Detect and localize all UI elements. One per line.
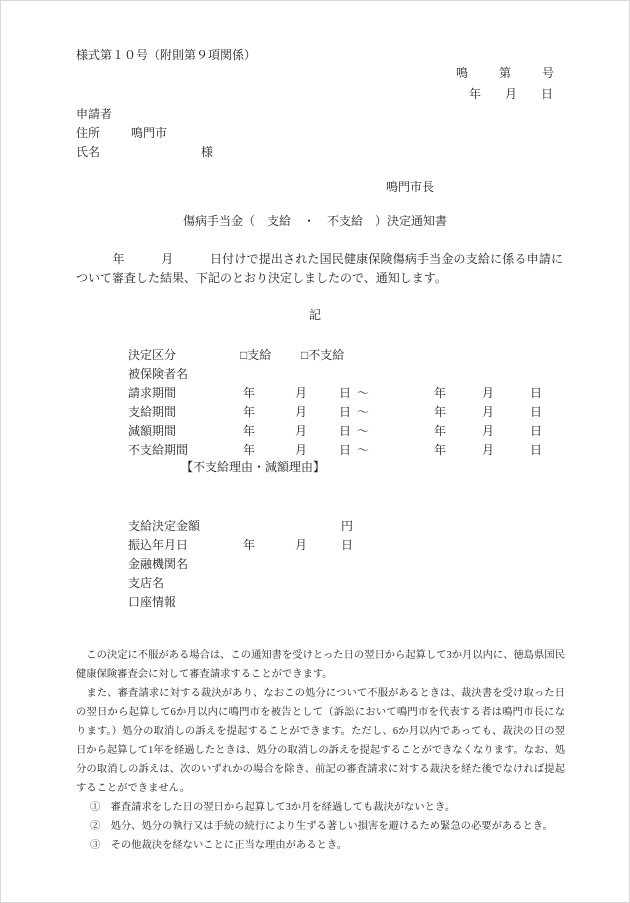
insured-label: 被保険者名 [128,367,189,381]
period-row-request [1,386,629,402]
period-label: 不支給期間 [128,443,189,457]
tilde-separator: ～ [357,443,370,457]
period-row-payment [1,405,629,421]
unit-day: 日 [339,405,352,419]
amount-unit: 円 [341,519,354,533]
appeal-notice-items [90,798,565,855]
unit-day: 日 [339,424,352,438]
checkbox-shikyu-icon: □ [240,348,248,362]
address-line [1,126,629,142]
period-label: 支給期間 [128,405,177,419]
account-label: 口座情報 [128,595,177,609]
address-label: 住所 [76,126,101,140]
appeal-notice-paragraph-2: また、審査請求に対する裁決があり、なおこの処分について不服があるときは、裁決書を受け取った日の翌日から起算して6か月以内に鳴門市を被告として（訴訟において鳴門市を代表する者は鳴門市長になります。）処分の取消しの訴えを提起することができます。ただし、6か月以内であっても、裁決の日の翌日から起算して1年を経過したときは、処分の取消しの訴えを提起することができなくなります。なお、処分の取消しの訴えは、次のいずれかの場合を除き、前記の審査請求に対する裁決を経た後でなければ提起することができません。 [76,688,565,794]
unit-month: 月 [295,443,308,457]
unit-year: 年 [243,424,256,438]
unit-month: 月 [295,538,308,552]
doc-number-dai: 第 [498,66,511,80]
insured-row [1,367,629,383]
applicant-label: 申請者 [76,107,113,121]
checkbox-fushikyu-icon: □ [301,348,309,362]
unit-year: 年 [243,405,256,419]
reason-heading: 【不支給理由・減額理由】 [181,460,326,474]
doc-number-prefix: 鳴 [456,66,469,80]
unit-month: 月 [295,405,308,419]
address-value: 鳴門市 [131,126,168,140]
branch-label: 支店名 [128,576,165,590]
issue-date-year: 年 [469,87,482,101]
unit-day: 日 [341,538,354,552]
intro-paragraph: 年 月 日付けで提出された国民健康保険傷病手当金の支給に係る申請について審査した結果、下記のとおり決定しましたので、通知します。 [76,252,563,285]
option-fushikyu-label: 不支給 [308,348,345,362]
tilde-separator: ～ [357,405,370,419]
unit-day: 日 [530,443,543,457]
form-number: 様式第１０号（附則第９項関係） [76,48,257,62]
amount-row [1,519,629,535]
transfer-date-row [1,538,629,554]
unit-day: 日 [530,405,543,419]
unit-year: 年 [243,538,256,552]
amount-label: 支給決定金額 [128,519,201,533]
decision-label: 決定区分 [128,348,177,362]
bank-label: 金融機関名 [128,557,189,571]
document-number-line [456,66,554,81]
transfer-label: 振込年月日 [128,538,189,552]
option-shikyu [240,348,271,363]
period-label: 減額期間 [128,424,177,438]
unit-month: 月 [482,386,495,400]
unit-month: 月 [482,424,495,438]
unit-year: 年 [434,443,447,457]
issue-date-day: 日 [540,87,553,101]
unit-year: 年 [243,386,256,400]
name-line [1,145,629,161]
unit-month: 月 [295,386,308,400]
sender-name: 鳴門市長 [386,180,435,194]
branch-row [1,576,629,592]
tilde-separator: ～ [357,386,370,400]
bank-row [1,557,629,573]
issue-date-month: 月 [504,87,517,101]
unit-year: 年 [434,386,447,400]
unit-month: 月 [482,443,495,457]
doc-number-go: 号 [541,66,554,80]
decision-row [1,348,629,364]
appeal-notice [76,646,565,855]
unit-month: 月 [295,424,308,438]
option-fushikyu [301,348,344,363]
document-title: 傷病手当金（ 支給 ・ 不支給 ）決定通知書 [182,214,447,228]
unit-day: 日 [339,443,352,457]
period-row-nonpayment [1,443,629,459]
appeal-notice-item-3: ③ その他裁決を経ないことに正当な理由があるとき。 [90,840,348,851]
issue-date-line [469,87,553,102]
period-row-reduction [1,424,629,440]
unit-day: 日 [530,424,543,438]
appeal-notice-paragraph-1: この決定に不服がある場合は、この通知書を受けとった日の翌日から起算して3か月以内に、徳島県国民健康保険審査会に対して審査請求することができます。 [76,650,565,680]
unit-day: 日 [339,386,352,400]
ki-heading: 記 [308,308,321,322]
unit-month: 月 [482,405,495,419]
appeal-notice-item-1: ① 審査請求をした日の翌日から起算して3か月を経過しても裁決がないとき。 [90,802,456,813]
unit-year: 年 [434,424,447,438]
name-label: 氏名 [76,145,101,159]
period-label: 請求期間 [128,386,177,400]
appeal-notice-item-2: ② 処分、処分の執行又は手続の続行により生ずる著しい損害を避けるため緊急の必要があるとき。 [90,821,553,832]
unit-year: 年 [243,443,256,457]
unit-year: 年 [434,405,447,419]
option-shikyu-label: 支給 [247,348,272,362]
unit-day: 日 [530,386,543,400]
name-honorific: 様 [201,145,214,159]
account-row [1,595,629,611]
tilde-separator: ～ [357,424,370,438]
